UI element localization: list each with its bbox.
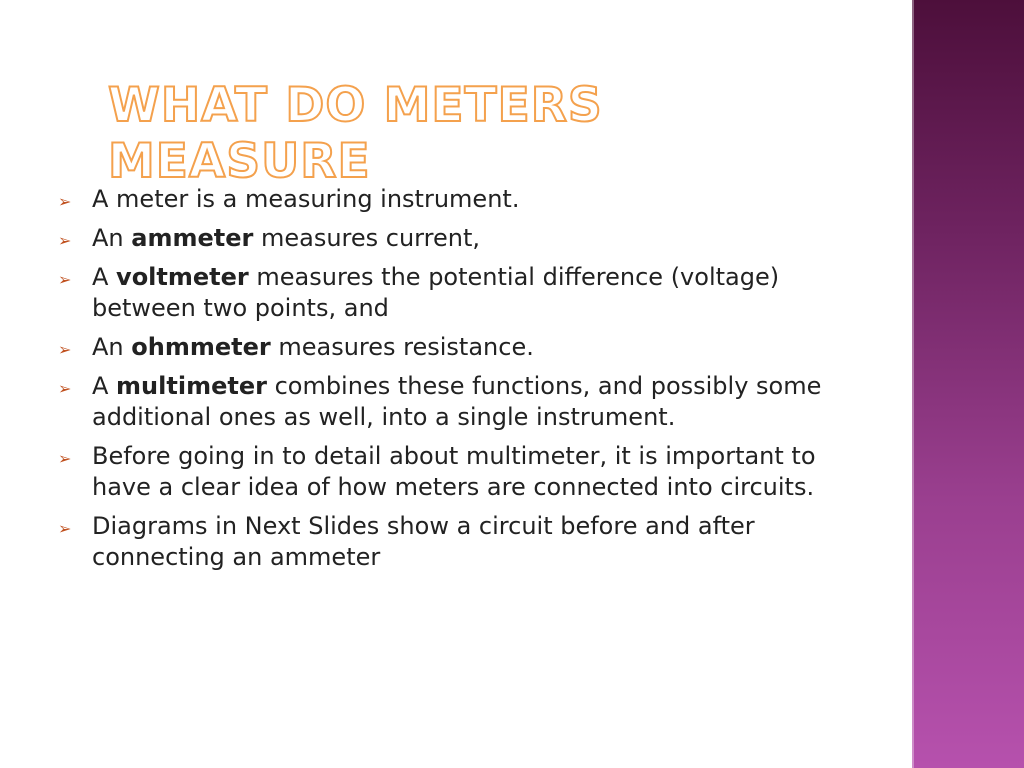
bullet-text: Diagrams in Next Slides show a circuit before and after connecting an ammeter (92, 512, 755, 571)
bullet-item (58, 371, 878, 433)
bullet-keyword: ammeter (131, 224, 254, 252)
bullet-text: An (92, 224, 132, 252)
bullet-text: An (92, 333, 132, 361)
arrow-bullet-icon: ➢ (58, 270, 72, 289)
bullet-text: measures current, (253, 224, 480, 252)
bullet-list (58, 184, 878, 581)
bullet-item (58, 332, 878, 363)
arrow-bullet-icon: ➢ (58, 192, 72, 211)
bullet-text: combines these functions, and possibly some additional ones as well, into a single instrument. (92, 372, 822, 431)
slide-title: WHAT DO METERS MEASURE (108, 78, 603, 189)
bullet-item (58, 223, 878, 254)
bullet-item (58, 184, 878, 215)
bullet-item (58, 262, 878, 324)
bullet-text: measures resistance. (270, 333, 534, 361)
bullet-text: A meter is a measuring instrument. (92, 185, 520, 213)
bullet-keyword: voltmeter (116, 263, 249, 291)
decorative-side-band (912, 0, 1024, 768)
bullet-text: A (92, 263, 117, 291)
bullet-keyword: multimeter (116, 372, 267, 400)
bullet-text: measures the potential difference (voltage) between two points, and (92, 263, 780, 322)
arrow-bullet-icon: ➢ (58, 519, 72, 538)
bullet-text: Before going in to detail about multimeter, it is important to have a clear idea of how meters are connected into circuits. (92, 442, 816, 501)
bullet-keyword: ohmmeter (131, 333, 271, 361)
arrow-bullet-icon: ➢ (58, 340, 72, 359)
arrow-bullet-icon: ➢ (58, 449, 72, 468)
bullet-item (58, 511, 878, 573)
bullet-item (58, 441, 878, 503)
arrow-bullet-icon: ➢ (58, 231, 72, 250)
arrow-bullet-icon: ➢ (58, 379, 72, 398)
bullet-text: A (92, 372, 117, 400)
